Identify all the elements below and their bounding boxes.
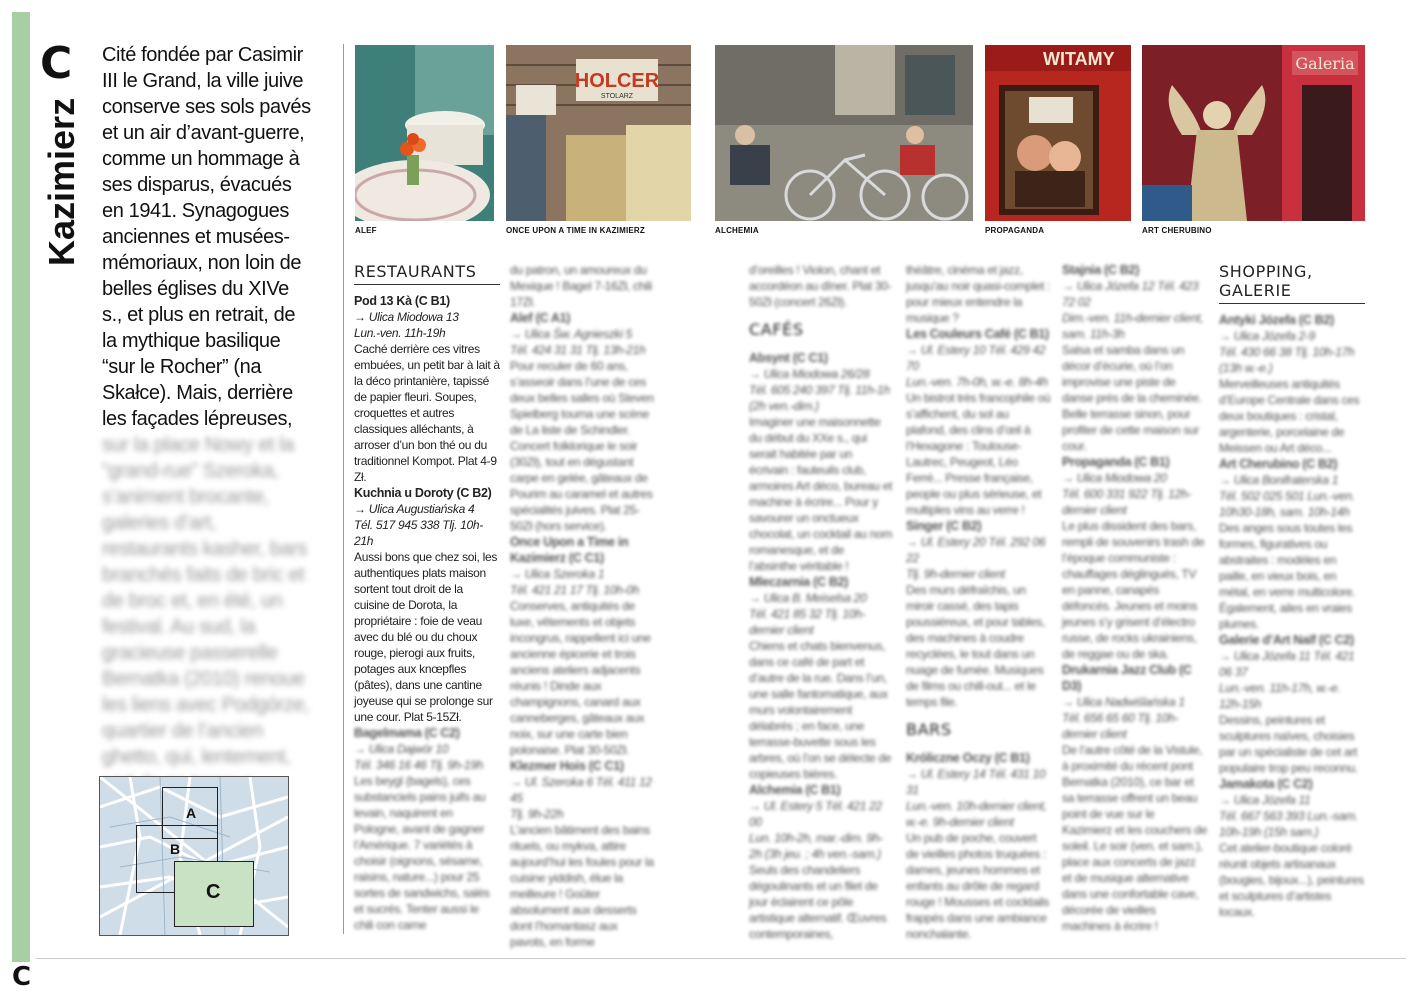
column-shopping [1219, 262, 1365, 920]
footer-letter: C [12, 962, 32, 992]
entry-hours: Tél. 421 21 17 Tlj. 10h-0h [510, 583, 639, 597]
entry-hours: Dim.-ven. 11h-dernier client, sam. 11h-3h [1062, 311, 1204, 341]
blurred-section [1219, 312, 1365, 920]
entry-text: Merveilleuses antiquités d’Europe Centrale dans ces deux boutiques : cristal, argenterie, porcelaine de Meissen ou Art déco... [1219, 377, 1360, 455]
alef-illustration [355, 45, 494, 221]
section-letter: C [40, 38, 73, 89]
photo-alchemia [715, 45, 973, 221]
entry-text: L’ancien bâtiment des bains rituels, ou mykva, attire aujourd’hui les foules pour la cuisine yiddish, élue la meilleure ! Goûter absolument aux desserts dont l’homantasz aux pavots, en forme [510, 823, 654, 949]
entry-name: Singer (C B2) [906, 519, 982, 533]
entry-name: Art Cherubino (C B2) [1219, 457, 1338, 471]
entry-address: → Ul. Estery 20 Tél. 292 06 22 [906, 535, 1046, 565]
photo-propaganda [985, 45, 1131, 221]
blurred-section [354, 725, 500, 933]
holcer-sign: HOLCER [574, 70, 660, 92]
intro-text [102, 42, 312, 796]
entry-address: → Ulica Augustiańska 4 [354, 502, 475, 516]
entry-hours: Tél. 667 563 393 Lun.-sam. 10h-19h (15h sam.) [1219, 809, 1358, 839]
entry-name: Kuchnia u Doroty (C B2) [354, 486, 492, 500]
entry-text: Des anges sous toutes les formes, figuratives ou abstraites : modèles en paille, en vieux bois, en métal, en verre multicolore. Également, ailes en vraies plumes. [1219, 521, 1356, 631]
caption-once-upon-a-time: ONCE UPON A TIME IN KAZIMIERZ [506, 226, 645, 235]
propaganda-illustration [985, 45, 1131, 221]
entry-address: → Ulica B. Meiselsa 20 [749, 591, 867, 605]
entry-hours: Tél. 517 945 338 Tlj. 10h-21h [354, 518, 483, 548]
galeria-sign: Galeria [1295, 54, 1355, 73]
entry-name: Króliczne Oczy (C B1) [906, 751, 1030, 765]
entry-text: théâtre, cinéma et jazz, jusqu’au noir quasi-complet : pour mieux entendre la musique ? [906, 263, 1051, 325]
entry-name: Absynt (C C1) [749, 351, 828, 365]
column-restaurants-cont [510, 262, 655, 950]
entry-text: du patron, un amoureux du Mexique ! Bagel 7-16Zł, chili 17Zł. [510, 263, 653, 309]
caption-propaganda: PROPAGANDA [985, 226, 1045, 235]
entry-address: → Ulica Szeroka 1 [510, 567, 605, 581]
entry-text: Un bistrot très francophile où s’affichent, du sol au plafond, des clins d’œil à l’Hexagone : Toulouse-Lautrec, Peugeot, Léo Ferré... Presse française, people ou plus sérieuse, et multiples vins au verre ! [906, 391, 1051, 517]
entry-address: → Ulica Józefa 2-9 [1219, 329, 1315, 343]
entry-name: Alef (C A1) [510, 311, 571, 325]
entry-name: Mleczarnia (C B2) [749, 575, 849, 589]
entry-address: → Ulica Miodowa 13 [354, 310, 459, 324]
entry-address: → Ulica Miodowa 20 [1062, 471, 1167, 485]
entry-hours: Lun.-ven. 11h-19h [354, 326, 446, 340]
entry-address: → Ul. Estery 10 Tél. 429 42 70 [906, 343, 1046, 373]
entry-hours: Lun. 10h-2h, mar.-dim. 9h-2h (3h jeu. ; 4h ven.-sam.) [749, 831, 883, 861]
heading-shopping: SHOPPING, GALERIE [1219, 262, 1365, 304]
entry-name: Pod 13 Kà (C B1) [354, 294, 450, 308]
entry-name: Bagelmama (C C2) [354, 726, 460, 740]
entry-name: Jamakota (C C2) [1219, 777, 1313, 791]
entry-text: De l’autre côté de la Vistule, à proximité du récent pont Bernatka (2010), ce bar et sa terrasse offrent un beau point de vue sur le Kazimierz et les couchers de soleil. Le soir (ven. et sam.), place aux concerts de jazz et de musique alternative dans une confortable cave, décorée de vieilles machines à écrire ! [1062, 743, 1207, 933]
entry-address: → Ulica Miodowa 26/28 [749, 367, 870, 381]
witamy-sign: WITAMY [1043, 49, 1115, 69]
footer-rule [36, 958, 1406, 959]
heading-cafes: CAFÉS [749, 320, 804, 339]
entry-text: Dessins, peintures et sculptures naïves, choisies par un spécialiste de cet art populaire trop peu reconnu. [1219, 713, 1358, 775]
photo-art-cherubino [1142, 45, 1365, 221]
heading-restaurants: RESTAURANTS [354, 262, 500, 285]
caption-alchemia: ALCHEMIA [715, 226, 759, 235]
entry-hours: Tél. 424 31 31 Tlj. 13h-21h [510, 343, 646, 357]
entry-text: Un pub de poche, couvert de vieilles photos truquées : dames, jeunes hommes et enfants au drôle de regard rouge ! Mousses et cocktails frappés dans une ambiance nonchalante. [906, 831, 1050, 941]
entry-text: Seuls des chandeliers dégoulinants et un filet de jour éclairent ce pôle artistique alternatif. Œuvres contemporaines, [749, 863, 887, 941]
entry-text: d’oreilles ! Violon, chant et accordéon au dîner. Plat 30-50Zł (concert 26Zł). [749, 263, 892, 309]
entry-hours: Tél. 430 66 38 Tlj. 10h-17h (13h w.-e.) [1219, 345, 1355, 375]
entry-name: Once Upon a Time in Kazimierz (C C1) [510, 535, 629, 565]
district-map [99, 776, 289, 936]
entry-hours: Lun.-ven. 7h-0h, w.-e. 8h-4h [906, 375, 1048, 389]
entry-name: Les Couleurs Café (C B1) [906, 327, 1049, 341]
entry-text: Pour reculer de 60 ans, s’asseoir dans l’une de ces deux belles salles où Steven Spielberg tourna une scène de La liste de Schindler. Concert folklorique le soir (30Zł), tout en dégustant carpe en gelée, gâteaux de Pourim au caramel et autres spécialités juives. Plat 25-50Zł (hors service). [510, 359, 654, 533]
entry-name: Propaganda (C B1) [1062, 455, 1170, 469]
photo-once-upon-a-time [506, 45, 691, 221]
intro-faded: sur la place Nowy et la “grand-rue” Szeroka, s’animent brocante, galeries d’art, restaurants kasher, bars branchés faits de bric et de broc et, en été, un festival. Au sud, la gracieuse passerelle Bernatka (2010) renoue les liens avec Podgórze, quartier de l’ancien ghetto, qui, lentement, [102, 434, 310, 768]
alchemia-illustration [715, 45, 973, 221]
column-cafes-bars [906, 262, 1051, 942]
entry-text: Cet atelier-boutique coloré réunit objets artisanaux (bougies, bijoux...), peintures et sculptures d’artistes locaux. [1219, 841, 1364, 919]
intro-clear: Cité fondée par Casimir III le Grand, la ville juive conserve ses sols pavés et un air d’avant-guerre, comme un hommage à ses disparus, évacués en 1941. Synagogues anciennes et musées-mémoriaux, non loin de belles églises du XIVe s., et plus en retrait, de la mythique basilique “sur le Rocher” (na Skałce). Mais, derrière les façades lépreuses, [102, 44, 311, 430]
entry-text: Salsa et samba dans un décor d’écurie, où l’on improvise une piste de danse près de la cheminée. Belle terrasse sinon, pour profiter de cette maison sur cour. [1062, 343, 1202, 453]
entry-address: → Ulica Józefa 11 Tél. 421 06 37 [1219, 649, 1355, 679]
entry-hours: Tlj. 9h-dernier client [906, 567, 1005, 581]
entry-address: → Ulica Bonifraterska 1 [1219, 473, 1339, 487]
entry-address: → Ul. Estery 5 Tél. 421 22 00 [749, 799, 882, 829]
entry-name: Galerie d’Art Naïf (C C2) [1219, 633, 1354, 647]
caption-art-cherubino: ART CHERUBINO [1142, 226, 1212, 235]
entry-name: Klezmer Hois (C C1) [510, 759, 624, 773]
entry-text: Les beygl (bagels), ces substanciels pains juifs au levain, naquirent en Pologne, avant de gagner l’Amérique. 7 variétés à choisir (oignons, sésame, raisins, nature...) pour 25 sortes de sandwichs, salés et sucrés. Tenter aussi le chili con carne [354, 774, 490, 932]
cherubino-illustration [1142, 45, 1365, 221]
entry-name: Drukarnia Jazz Club (C D3) [1062, 663, 1192, 693]
entry-address: → Ul. Szeroka 6 Tél. 411 12 45 [510, 775, 652, 805]
entry-hours: Lun.-ven. 10h-dernier client, w.-e. 9h-dernier client [906, 799, 1047, 829]
entry-address: → Ulica Józefa 11 [1219, 793, 1311, 807]
entry-address: → Ul. Estery 14 Tél. 431 10 31 [906, 767, 1046, 797]
entry-text: Caché derrière ces vitres embuées, un petit bar à lait à la déco printanière, tapissé de papier fleuri. Soupes, croquettes et autres classiques alléchants, à arroser d’un bon thé ou du traditionnel Kompot. Plat 4-9 Zł. [354, 342, 500, 484]
district-title-text: Kazimierz [41, 97, 82, 266]
entry-name: Stajnia (C B2) [1062, 263, 1140, 277]
entry-hours: Tlj. 9h-22h [510, 807, 564, 821]
map-label-a: A [186, 805, 197, 821]
entry-hours: Tél. 502 025 501 Lun.-ven. 10h30-18h, sam. 10h-14h [1219, 489, 1355, 519]
column-divider [343, 44, 344, 934]
entry-hours: Tél. 346 16 46 Tlj. 9h-19h [354, 758, 483, 772]
column-bars-cont [1062, 262, 1207, 934]
entry-address: → Ulica Józefa 12 Tél. 423 72 02 [1062, 279, 1199, 309]
map-label-c: C [206, 881, 221, 903]
entry-hours: Tél. 656 65 60 Tlj. 10h-dernier client [1062, 711, 1179, 741]
entry-text: Imaginer une maisonnette du début du XXe s., qui serait habitée par un écrivain : fauteuils club, armoires Art déco, bureau et machine à écrire... Pour y savourer un onctueux chocolat, un cocktail au nom romanesque, et de l’absinthe véritable ! [749, 415, 893, 573]
entry-name: Alchemia (C B1) [749, 783, 841, 797]
holcer-sign-sub: STOLARZ [600, 93, 634, 100]
entry-name: Antyki Józefa (C B2) [1219, 313, 1334, 327]
district-title [22, 97, 82, 270]
entry-text: Chiens et chats bienvenus, dans ce café de part et d’autre de la rue. Dans l’un, une salle fantomatique, aux murs volontairement délabrés ; en face, une terrasse-buvette sous les arbres, où l’on se délecte de copieuses bières. [749, 639, 892, 781]
heading-bars: BARS [906, 720, 952, 739]
column-cafes [749, 262, 894, 942]
entry-hours: Tél. 600 331 922 Tlj. 12h-dernier client [1062, 487, 1191, 517]
map-label-b: B [170, 841, 181, 857]
column-restaurants [354, 262, 500, 933]
caption-alef: ALEF [355, 226, 377, 235]
entry-text: Conserves, antiquités de luxe, vêtements et objets incongrus, rappellent ici une ancienne épicerie et trois anciens ateliers adjacents réunis ! Dinde aux champignons, canard aux canneberges, gâteaux aux noix, sur une carte bien polonaise. Plat 30-50Zł. [510, 599, 651, 757]
entry-address: → Ulica Nadwiślańska 1 [1062, 695, 1185, 709]
entry-hours: Tél. 421 85 32 Tlj. 10h-dernier client [749, 607, 866, 637]
entry-hours: Lun.-ven. 11h-17h, w.-e. 12h-15h [1219, 681, 1341, 711]
entry-address: → Ulica Dajwór 10 [354, 742, 449, 756]
photo-alef [355, 45, 494, 221]
entry-address: → Ulica Św. Agnieszki 5 [510, 327, 633, 341]
once-upon-illustration [506, 45, 691, 221]
entry-text: Des murs défraîchis, un miroir cassé, des tapis poussiéreux, et pour tables, des machines à coudre recyclées, le tout dans un nuage de fumée. Musiques de films ou chill-out... et le temps file. [906, 583, 1046, 709]
entry-hours: Tél. 605 240 397 Tlj. 11h-1h (2h ven.-dim.) [749, 383, 890, 413]
entry-text: Aussi bons que chez soi, les authentiques plats maison sortent tout droit de la cuisine de Dorota, la propriétaire : foie de veau avec du blé ou du choux rouge, pierogi aux fruits, potages aux knœpfles (pâtes), dans une cantine joyeuse qui se prolonge sur une cour. Plat 5-15Zł. [354, 550, 498, 724]
entry-text: Le plus dissident des bars, rempli de souvenirs trash de l’époque communiste : chauffages déglingués, TV en panne, canapés défoncés. Jeunes et moins jeunes s’y grisent d’électro russe, de rocks ukrainiens, de reggae ou de ska. [1062, 519, 1205, 661]
